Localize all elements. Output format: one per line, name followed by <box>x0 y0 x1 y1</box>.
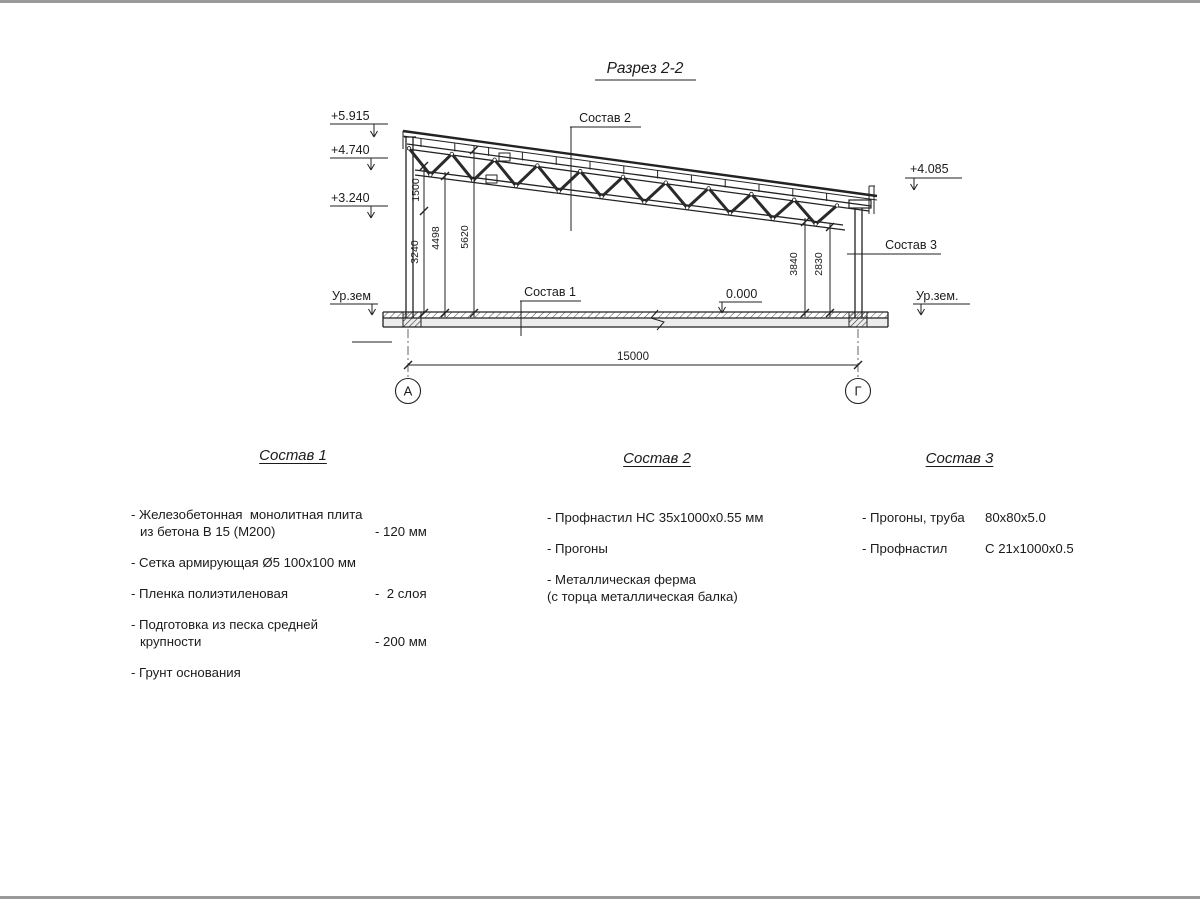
column-right <box>849 200 871 318</box>
span-dimension <box>352 329 858 378</box>
vertical-dimensions <box>409 146 830 317</box>
legend-item: - Грунт основания <box>131 665 241 680</box>
ground-level-label-left: Ур.зем <box>332 289 371 303</box>
axis-letter-right: Г <box>854 383 862 399</box>
legend-item: - Металлическая ферма (с торца металлическая балка) <box>547 572 738 604</box>
legend-item: - Прогоны <box>547 541 608 556</box>
dim-5620: 5620 <box>459 225 471 249</box>
elevation-mark: +3.240 <box>331 191 370 205</box>
callout-sostav-3 <box>847 238 941 254</box>
legend-heading-2: Состав 2 <box>623 450 691 467</box>
dim-1500: 1500 <box>410 178 422 202</box>
legend-item: - Прогоны, труба 80х80х5.0 <box>862 509 1095 526</box>
legend-column-2 <box>547 450 787 605</box>
floor-slab <box>383 310 888 330</box>
elevation-mark: +4.740 <box>331 143 370 157</box>
legend-item: - Железобетонная монолитная плита из бетона В 15 (М200) - 120 мм <box>131 506 455 540</box>
legend-item-value: С 21х1000х0.5 <box>985 541 1074 556</box>
dim-2830: 2830 <box>813 252 825 276</box>
column-left <box>404 137 416 318</box>
axis-bubble-right <box>846 379 871 404</box>
floor-level-label: 0.000 <box>726 287 758 301</box>
legend-items-1 <box>131 464 455 681</box>
legend-item-value: - 2 слоя <box>375 586 427 601</box>
footing-right <box>849 312 867 327</box>
legend-item-value: - 200 мм <box>375 634 427 649</box>
dim-4498: 4498 <box>430 226 442 250</box>
elevation-mark: +5.915 <box>331 109 370 123</box>
section-drawing <box>0 0 1200 440</box>
legend-item: - Подготовка из песка средней крупности - 200 мм <box>131 616 455 650</box>
legend-item-value: 80х80х5.0 <box>985 510 1046 525</box>
legend-heading-3: Состав 3 <box>925 450 994 467</box>
sheet-bottom-border <box>0 896 1200 899</box>
dim-3840: 3840 <box>788 252 800 276</box>
legend-items-2 <box>547 467 787 605</box>
legend-column-1 <box>131 447 455 681</box>
svg-text:Состав 1: Состав 1 <box>524 285 576 299</box>
drawing-title: Разрез 2-2 <box>606 60 684 77</box>
legend-item: - Пленка полиэтиленовая - 2 слоя <box>131 585 455 602</box>
legend-items-3 <box>862 467 1095 557</box>
legend-column-3 <box>862 450 1095 557</box>
elevation-mark: +4.085 <box>910 162 949 176</box>
axis-letter-left: А <box>403 383 413 399</box>
span-label: 15000 <box>617 351 649 363</box>
callout-sostav-1 <box>520 285 581 336</box>
legend-item-value: - 120 мм <box>375 524 427 539</box>
svg-text:Состав 2: Состав 2 <box>579 111 631 125</box>
axis-bubble-left <box>396 379 421 404</box>
dim-3240: 3240 <box>409 240 421 264</box>
svg-text:Состав 3: Состав 3 <box>885 238 937 252</box>
legend-heading-1: Состав 1 <box>259 447 327 464</box>
legend-item: - Сетка армирующая Ø5 100х100 мм <box>131 555 356 570</box>
legend-item: - Профнастил НС 35х1000х0.55 мм <box>547 510 764 525</box>
legend-item: - Профнастил С 21х1000х0.5 <box>862 540 1095 557</box>
ground-level-label-right: Ур.зем. <box>916 289 959 303</box>
